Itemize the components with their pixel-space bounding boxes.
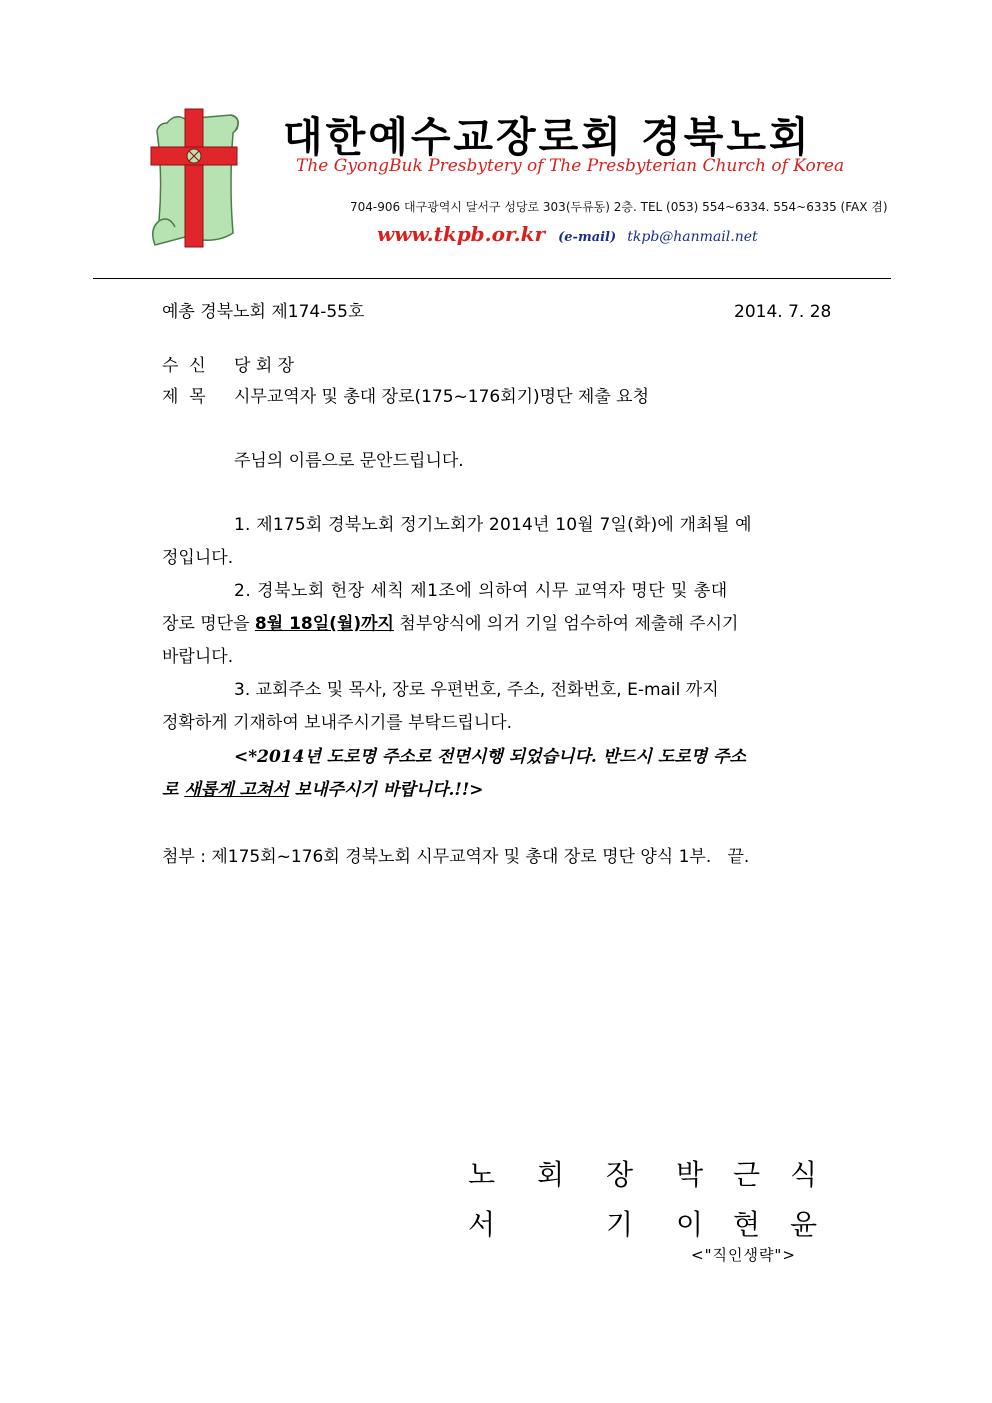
recipient-label: 수 신: [162, 356, 206, 376]
notice-line-1: <*2014년 도로명 주소로 전면시행 되었습니다. 반드시 도로명 주소: [234, 747, 746, 767]
clerk-title-char: 기: [606, 1208, 634, 1241]
presbytery-cross-logo: [145, 105, 245, 251]
moderator-name-char: 식: [790, 1158, 818, 1191]
organization-address: 704-906 대구광역시 달서구 성당로 303(두류동) 2층. TEL (053) 554~6334. 554~6335 (FAX 겸): [350, 200, 888, 214]
email-label: (e-mail): [558, 230, 617, 245]
website-link[interactable]: www.tkpb.or.kr: [377, 222, 546, 246]
notice-text-pre: 로: [162, 780, 179, 800]
moderator-title-char: 장: [606, 1158, 634, 1191]
subject: 시무교역자 및 총대 장로(175~176회기)명단 제출 요청: [234, 387, 650, 407]
recipient: 당 회 장: [234, 356, 295, 376]
moderator-name-char: 박: [676, 1158, 704, 1191]
seal-omitted-note: <"직인생략">: [691, 1246, 796, 1264]
moderator-signature: [0, 1158, 992, 1192]
paragraph-3-line-2: 정확하게 기재하여 보내주시기를 부탁드립니다.: [162, 713, 513, 733]
paragraph-1-line-1: 1. 제175회 경북노회 정기노회가 2014년 10월 7일(화)에 개최될 예: [234, 515, 752, 535]
clerk-signature: [0, 1208, 992, 1242]
paragraph-2-line-2: [162, 613, 738, 635]
organization-title: 대한예수교장로회 경북노회: [283, 113, 812, 161]
clerk-name-char: 현: [733, 1208, 761, 1241]
clerk-name-char: 윤: [790, 1208, 818, 1241]
notice-text-underlined: 새롭게 고쳐서: [184, 780, 289, 800]
paragraph-2-text-post: 첨부양식에 의거 기일 엄수하여 제출해 주시기: [399, 614, 739, 634]
greeting: 주님의 이름으로 문안드립니다.: [234, 451, 464, 471]
paragraph-1-line-2: 정입니다.: [162, 548, 234, 568]
notice-text-post: 보내주시기 바랍니다.!!>: [294, 780, 484, 800]
header-divider: [93, 278, 891, 279]
paragraph-2-text-pre: 장로 명단을: [162, 614, 250, 634]
attachment-line: 첨부 : 제175회~176회 경북노회 시무교역자 및 총대 장로 명단 양식 1부. 끝.: [162, 847, 750, 867]
moderator-title-char: 회: [537, 1158, 565, 1191]
document-date: 2014. 7. 28: [734, 302, 832, 322]
clerk-name-char: 이: [676, 1208, 704, 1241]
notice-line-2: [162, 779, 484, 801]
organization-subtitle: The GyongBuk Presbytery of The Presbyterian Church of Korea: [296, 156, 845, 176]
paragraph-3-line-1: 3. 교회주소 및 목사, 장로 우편번호, 주소, 전화번호, E-mail 까지: [234, 680, 719, 700]
moderator-title-char: 노: [468, 1158, 496, 1191]
subject-label: 제 목: [162, 387, 206, 407]
moderator-name-char: 근: [733, 1158, 761, 1191]
paragraph-2-line-3: 바랍니다.: [162, 647, 234, 667]
deadline-date: 8월 18일(월)까지: [254, 614, 394, 634]
paragraph-2-line-1: 2. 경북노회 헌장 세칙 제1조에 의하여 시무 교역자 명단 및 총대: [234, 581, 728, 601]
email-link[interactable]: tkpb@hanmail.net: [627, 229, 758, 245]
reference-number: 예총 경북노회 제174-55호: [162, 302, 365, 322]
clerk-title-char: 서: [468, 1208, 496, 1241]
organization-contact: [377, 222, 758, 246]
